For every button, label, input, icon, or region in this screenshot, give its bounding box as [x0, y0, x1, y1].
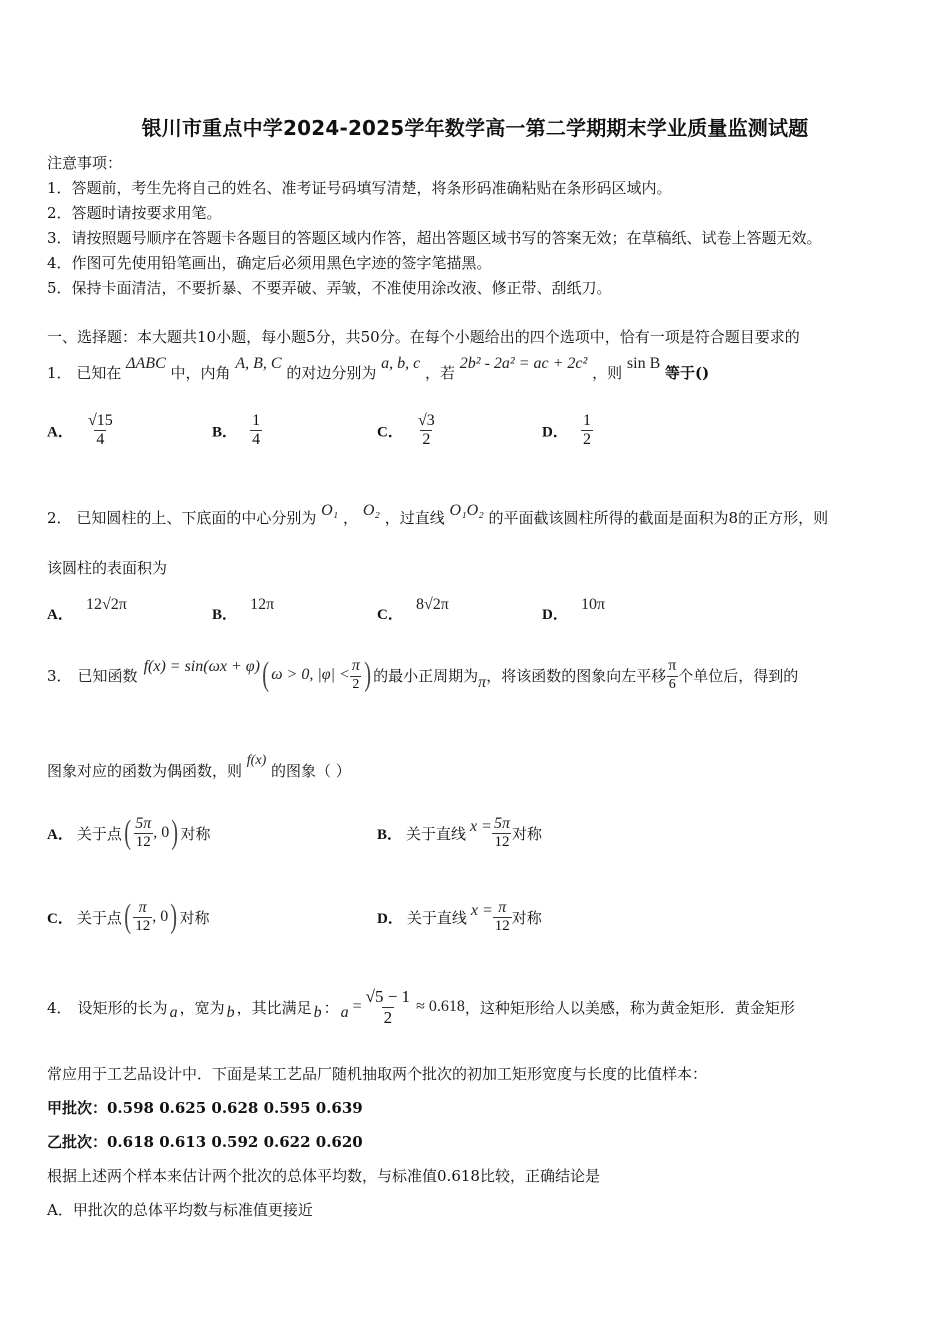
q3-option-c-after: 对称 [179, 908, 210, 927]
q4-text-2: ，宽为 [179, 998, 225, 1017]
q3-math-two: 2 [352, 676, 360, 692]
q1-option-c-label: C． [377, 424, 403, 441]
q1-option-a[interactable] [47, 412, 115, 450]
q3-text-4: 个单位后，得到的 [678, 666, 799, 685]
q3-option-b-label: B． [377, 826, 403, 843]
q1-option-b-label: B． [212, 424, 238, 441]
q3-option-a-label: A． [47, 826, 73, 843]
q2-text-3: ，过直线 [384, 509, 445, 527]
q2-option-b-label: B． [212, 607, 238, 623]
q3-option-a-num: 5π [135, 814, 152, 832]
q3-option-d[interactable] [377, 892, 542, 942]
q1-text-5: ，则 [592, 364, 623, 382]
q4-batch-yi: 乙批次：0.618 0.613 0.592 0.622 0.620 [47, 1133, 363, 1151]
q4-math-a2: a [340, 1004, 349, 1021]
q1-math-triangle: ΔABC [126, 355, 166, 372]
q1-option-a-den: 4 [96, 431, 105, 449]
q3-option-d-label: D． [377, 910, 403, 927]
q2-option-a[interactable] [47, 593, 127, 623]
notice-heading: 注意事项： [47, 154, 123, 172]
q2-text-4: 的平面截该圆柱所得的截面是面积为8的正方形，则 [488, 509, 829, 527]
q4-batch-jia: 甲批次：0.598 0.625 0.628 0.595 0.639 [47, 1099, 363, 1117]
q3-option-d-var: x = [470, 902, 493, 919]
q2-option-c-label: C． [377, 607, 403, 623]
q1-option-d-den: 2 [582, 431, 591, 449]
q4-text-1: 设矩形的长为 [77, 998, 168, 1017]
q3-math-fx: f(x) [246, 753, 267, 768]
q3-option-c-label: C． [47, 910, 73, 927]
q3-line-2 [47, 753, 351, 781]
q1-option-b[interactable] [212, 412, 262, 450]
q2-option-c[interactable] [377, 593, 449, 623]
q3-option-c-tail: , 0 [152, 908, 169, 925]
q3-math-condition: ω > 0, |φ| < [271, 666, 350, 683]
q2-text-1: 已知圆柱的上、下底面的中心分别为 [76, 509, 317, 527]
q1-text-2: 中，内角 [170, 364, 231, 382]
q4-math-b2: b [313, 1004, 322, 1021]
q2-option-a-value: 12√2π [85, 596, 127, 613]
q2-math-o1o2: O₁O₂ [449, 502, 484, 519]
notice-item-3: 3．请按照题号顺序在答题卡各题目的答题区域内作答，超出答题区域书写的答案无效；在草稿纸、试卷上答题无效。 [47, 229, 822, 247]
q4-option-a[interactable]: A．甲批次的总体平均数与标准值更接近 [47, 1201, 313, 1219]
q1-option-c-num: √3 [417, 412, 435, 429]
q3-option-b-den: 12 [494, 834, 510, 851]
q4-math-approx: ≈ 0.618 [416, 998, 465, 1015]
notice-item-1: 1．答题前，考生先将自己的姓名、准考证号码填写清楚，将条形码准确粘贴在条形码区域内。 [47, 179, 672, 197]
q4-colon: ： [323, 998, 339, 1017]
q3-option-c-text: 关于点 [76, 908, 122, 927]
q4-math-a: a [169, 1004, 178, 1021]
q3-option-a[interactable] [47, 808, 211, 858]
q1-option-d-num: 1 [582, 412, 591, 429]
q2-option-d[interactable] [542, 593, 606, 623]
q1-option-d-label: D． [542, 424, 568, 441]
q3-option-d-after: 对称 [511, 908, 542, 927]
q3-option-b-text: 关于直线 [406, 824, 467, 843]
q1-option-a-label: A． [47, 424, 73, 441]
question-3: 3． 已知函数 f(x) = sin(ωx + φ) ( ω > 0, |φ| < $\frac{\pi}{2}$ ) 的最小正周期为 π ，将该函数的图象向左平移 $\frac{\pi}{6}$ 个单位后，得到的 [47, 656, 799, 693]
q2-line-2: 该圆柱的表面积为 [47, 559, 168, 577]
q4-line-2: 常应用于工艺品设计中．下面是某工艺品厂随机抽取两个批次的初加工矩形宽度与长度的比值样本： [47, 1065, 708, 1083]
q4-line-5: 根据上述两个样本来估计两个批次的总体平均数，与标准值0.618比较，正确结论是 [47, 1167, 600, 1185]
q1-number: 1． [47, 364, 72, 382]
q4-text-3: ，其比满足 [236, 998, 312, 1017]
q2-option-d-value: 10π [580, 596, 606, 613]
q1-text-1: 已知在 [76, 364, 122, 382]
q3-option-c-paren-left-icon: ( [124, 898, 131, 935]
q3-paren-right-icon: ) [364, 656, 371, 693]
q1-math-angles: A, B, C [235, 355, 282, 372]
q2-option-c-value: 8√2π [415, 596, 449, 613]
q3-option-b-after: 对称 [511, 824, 542, 843]
q1-option-b-den: 4 [252, 431, 261, 449]
q2-math-o1: O₁ [321, 502, 339, 519]
q4-math-frac-num: √5 − 1 [365, 986, 411, 1006]
q2-option-b[interactable] [212, 593, 275, 623]
q3-text-1: 已知函数 [77, 666, 138, 685]
q3-line-2-text-2: 的图象（ ） [271, 762, 351, 780]
q2-math-o2: O₂ [362, 502, 380, 519]
q1-math-sides: a, b, c [381, 355, 421, 372]
q3-line-2-text-1: 图象对应的函数为偶函数，则 [47, 762, 243, 780]
q3-number: 3． [47, 666, 72, 685]
q1-math-sinb: sin B [626, 355, 661, 372]
q2-text-2: ， [343, 509, 359, 527]
question-4 [47, 982, 795, 1032]
question-2 [47, 502, 829, 528]
q3-math-function: f(x) = sin(ωx + φ) [143, 658, 260, 675]
q3-option-a-text: 关于点 [76, 824, 122, 843]
q3-option-d-den: 12 [494, 918, 510, 935]
q2-option-b-value: 12π [250, 596, 275, 613]
q3-option-b-var: x = [470, 818, 492, 835]
q4-number: 4． [47, 998, 72, 1017]
q3-math-period: π [478, 674, 487, 691]
q3-option-d-text: 关于直线 [406, 908, 467, 927]
q3-option-a-tail: , 0 [153, 824, 170, 841]
q1-option-c-den: 2 [422, 431, 431, 449]
q3-option-c[interactable] [47, 892, 210, 942]
q2-number: 2． [47, 509, 72, 527]
q3-option-a-den: 12 [135, 834, 151, 851]
q1-option-a-num: √15 [87, 412, 113, 429]
notice-item-2: 2．答题时请按要求用笔。 [47, 204, 222, 222]
section-heading: 一、选择题：本大题共10小题，每小题5分，共50分。在每个小题给出的四个选项中，恰有一项是符合题目要求的 [47, 328, 800, 346]
q3-text-3: ，将该函数的图象向左平移 [486, 666, 667, 685]
q2-option-a-label: A． [47, 607, 73, 623]
question-1 [47, 355, 710, 383]
q3-text-2: 的最小正周期为 [373, 666, 479, 685]
q3-option-b-num: 5π [493, 814, 510, 832]
q1-option-d[interactable] [542, 412, 593, 450]
q3-option-a-paren-left-icon: ( [124, 814, 131, 851]
q3-option-d-num: π [498, 898, 507, 916]
q3-option-c-paren-right-icon: ) [170, 898, 178, 935]
q3-option-b[interactable] [377, 808, 542, 858]
q2-option-d-label: D． [542, 607, 568, 623]
q1-option-b-num: 1 [252, 412, 261, 429]
notice-item-5: 5．保持卡面清洁，不要折暴、不要弄破、弄皱，不准使用涂改液、修正带、刮纸刀。 [47, 279, 612, 297]
q3-paren-left-icon: ( [262, 656, 269, 693]
q3-option-a-after: 对称 [180, 824, 211, 843]
q4-math-eq: = [352, 998, 362, 1015]
page-title: 银川市重点中学2024-2025学年数学高一第二学期期末学业质量监测试题 [141, 116, 809, 140]
q1-option-c[interactable] [377, 412, 437, 450]
q1-text-4: ，若 [425, 364, 456, 382]
q1-text-3: 的对边分别为 [286, 364, 377, 382]
q1-math-equation: 2b² - 2a² = ac + 2c² [459, 355, 588, 372]
q4-math-frac-den: 2 [383, 1007, 393, 1027]
q3-math-six: 6 [668, 676, 676, 692]
notice-item-4: 4．作图可先使用铅笔画出，确定后必须用黑色字迹的签字笔描黑。 [47, 254, 492, 272]
q3-option-a-paren-right-icon: ) [171, 814, 179, 851]
q1-text-6: 等于() [665, 364, 710, 382]
q3-option-c-num: π [138, 898, 147, 916]
q3-math-pi: π [351, 657, 360, 675]
q3-option-c-den: 12 [135, 918, 151, 935]
q4-text-4: ，这种矩形给人以美感，称为黄金矩形．黄金矩形 [464, 998, 795, 1017]
q4-math-b: b [226, 1004, 235, 1021]
